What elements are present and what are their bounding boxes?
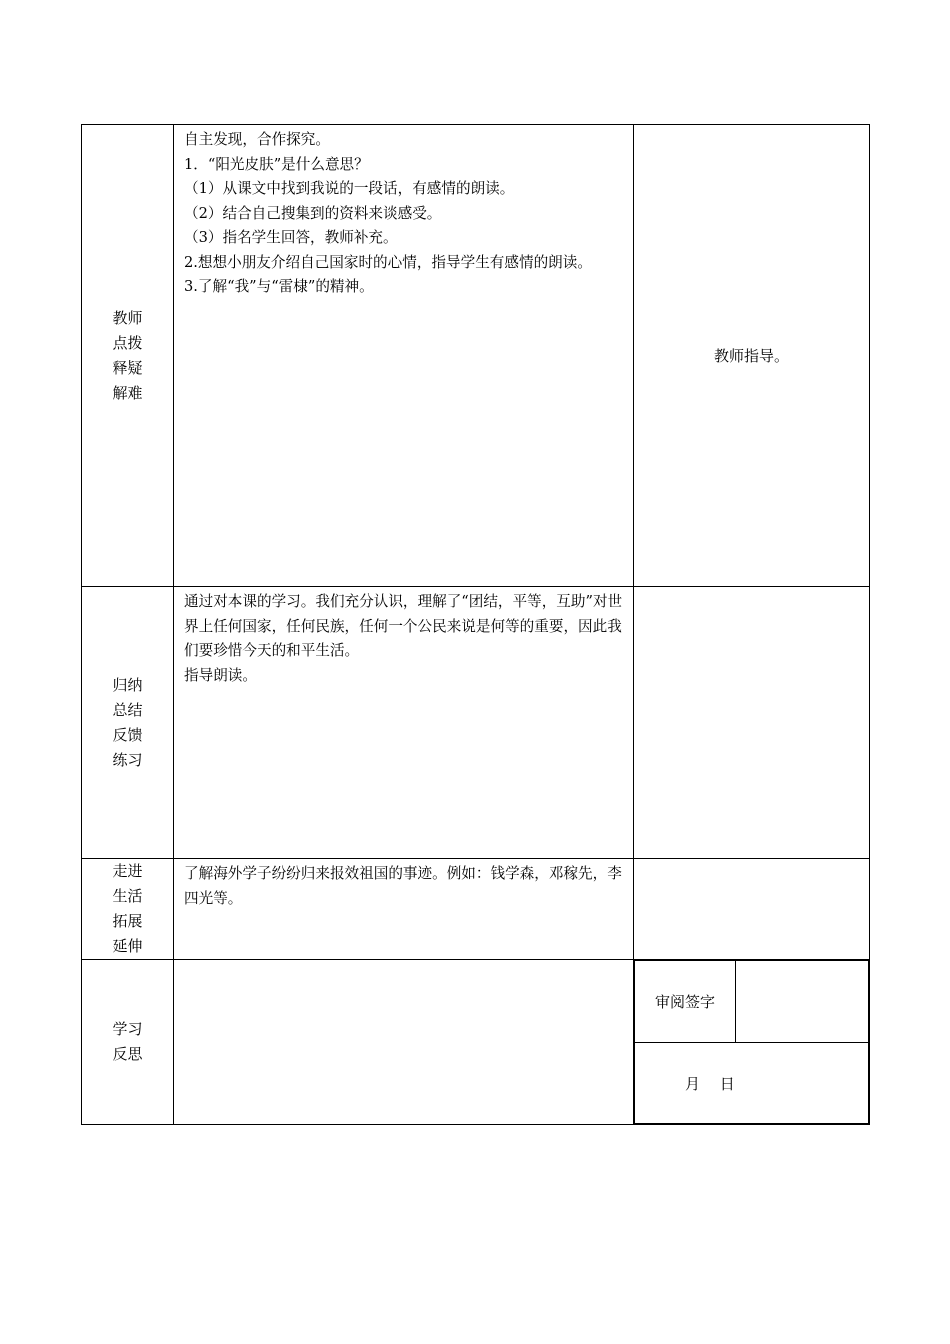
row-label-reflection: 学习 反思 [82,960,174,1125]
row-side-life-extension [634,859,870,960]
row-label-teacher-guidance: 教师 点拨 释疑 解难 [82,125,174,587]
review-date-label: 月 日 [685,1074,735,1093]
row-content-summary-practice: 通过对本课的学习。我们充分认识，理解了“团结，平等，互助”对世界上任何国家，任何民族，任何一个公民来说是何等的重要，因此我们要珍惜今天的和平生活。 指导朗读。 [174,587,634,859]
row-label-summary-practice: 归纳 总结 反馈 练习 [82,587,174,859]
review-sign-label: 审阅签字 [654,993,715,1011]
review-date-cell [635,1043,869,1124]
row-side-summary-practice [634,587,870,859]
table-row [82,125,870,587]
row-content-teacher-guidance: 自主发现，合作探究。 1．“阳光皮肤”是什么意思？ （1）从课文中找到我说的一段话，有感情的朗读。 （2）结合自己搜集到的资料来谈感受。 （3）指名学生回答，教师补充。 2.想想小朋友介绍自己国家时的心情，指导学生有感情的朗读。 3.了解“我”与“雷棣”的精神。 [174,125,634,587]
lesson-plan-table [81,124,870,1125]
row-label-life-extension: 走进 生活 拓展 延伸 [82,859,174,960]
row-side-reflection [634,960,870,1125]
table-row [82,859,870,960]
review-sign-field [736,961,869,1043]
table-row [82,587,870,859]
table-row [82,960,870,1125]
review-sign-table [634,960,869,1124]
row-content-reflection [174,960,634,1125]
row-content-life-extension: 了解海外学子纷纷归来报效祖国的事迹。例如：钱学森，邓稼先，李四光等。 [174,859,634,960]
side-note: 教师指导。 [713,347,789,365]
review-sign-label-cell [635,961,736,1043]
row-side-teacher-guidance [634,125,870,587]
